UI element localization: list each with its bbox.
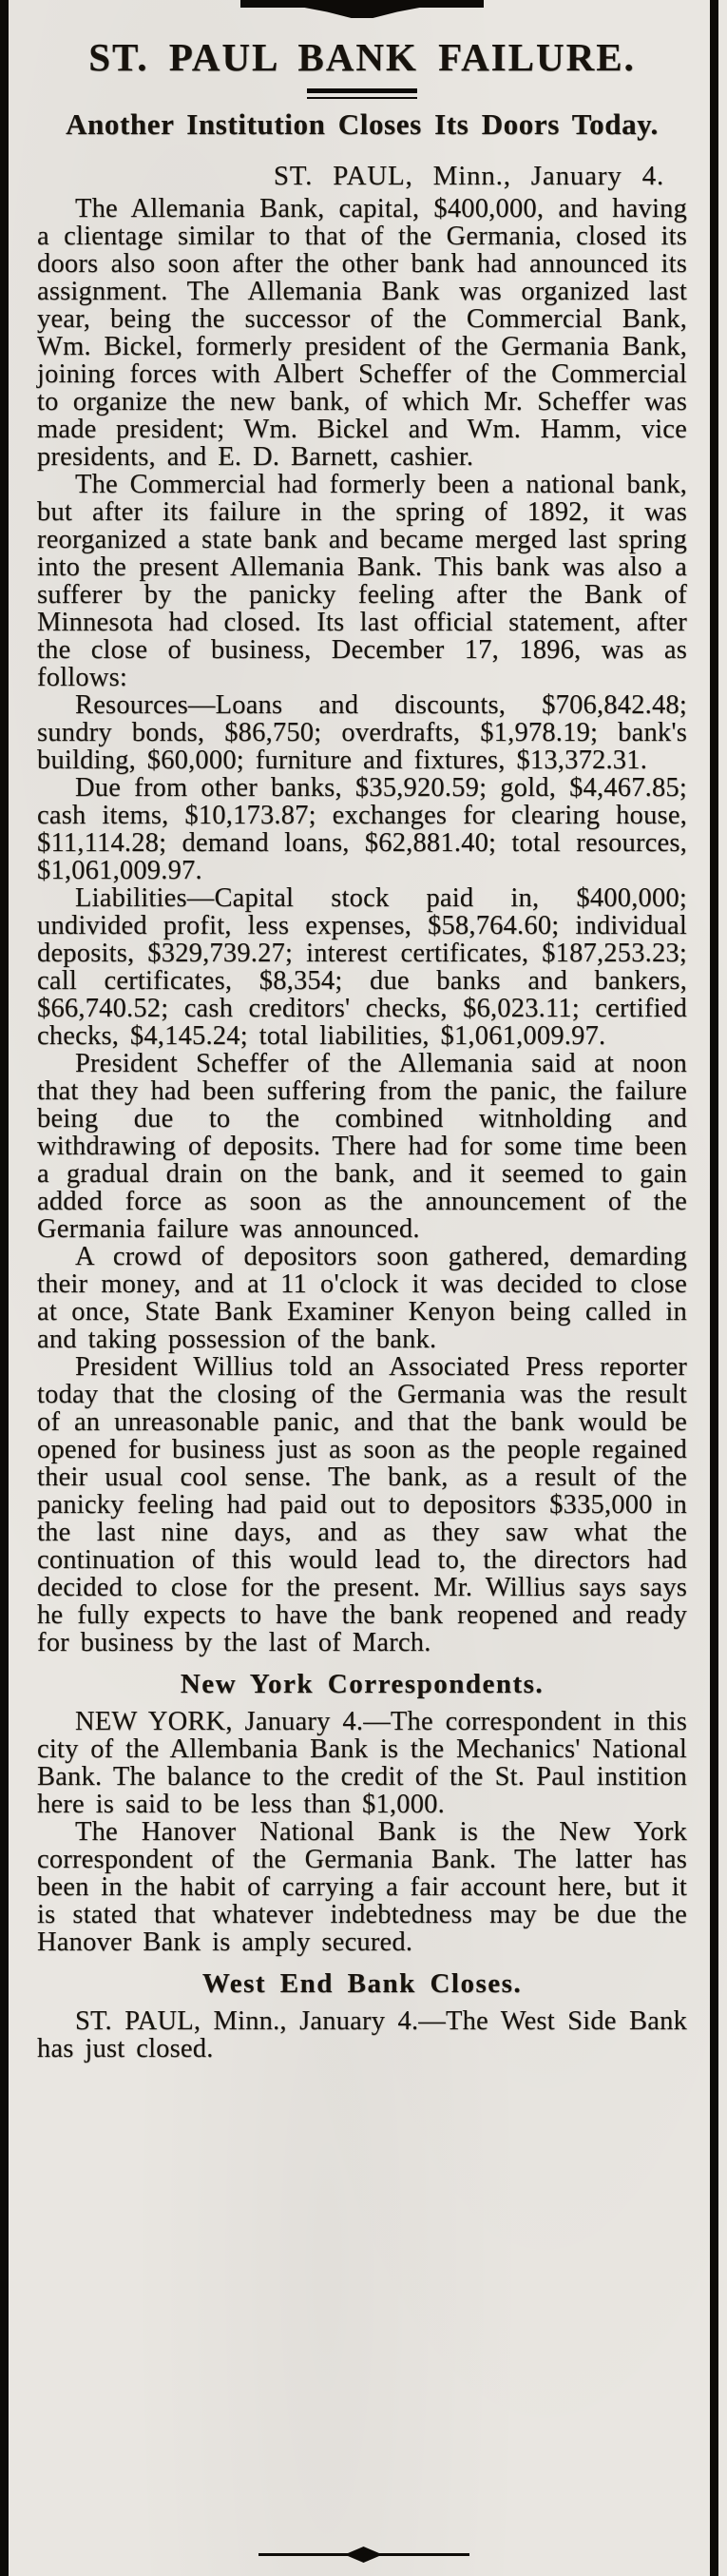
- article-paragraph: Due from other banks, $35,920.59; gold, $4,467.85; cash items, $10,173.87; exchanges for clearing house, $11,114.28; demand loans, $62,881.40; total resources, $1,061,009.97.: [37, 773, 687, 886]
- diamond-icon: [345, 2547, 383, 2563]
- subsection-new-york: [37, 1669, 687, 1956]
- end-ornament-icon: [0, 2547, 727, 2563]
- dateline: ST. PAUL, Minn., January 4.: [273, 161, 664, 192]
- article-paragraph: The Hanover National Bank is the New York correspondent of the Germania Bank. The latter has been in the habit of carrying a fair account here, but it is stated that whatever indebtedness may be due the Hanover Bank is amply secured.: [37, 1817, 687, 1958]
- article-column: [9, 0, 710, 2576]
- article-paragraph: The Commercial had formerly been a national bank, but after its failure in the spring of 1892, it was reorganized a state bank and became merged last spring into the present Allemania Bank. This bank was also a sufferer by the panicky feeling after the Bank of Minnesota had closed. Its last official statement, after the close of business, December 17, 1896, was as follows:: [37, 470, 687, 693]
- left-column-rule: [0, 0, 9, 2576]
- masthead-wing: [295, 6, 430, 18]
- article-paragraph: President Willius told an Associated Press reporter today that the closing of the Germania was the result of an unreasonable panic, and that the bank would be opened for business just as soon as the people regained their usual cool sense. The bank, as a result of the panicky feeling had paid out to depositors $335,000 in the last nine days, and as they saw what the continuation of this would lead to, the directors had decided to close for the present. Mr. Willius says says he fully expects to have the bank reopened and ready for business by the last of March.: [37, 1352, 687, 1658]
- article-paragraph: ST. PAUL, Minn., January 4.—The West Side Bank has just closed.: [37, 2006, 687, 2064]
- article-paragraph: The Allemania Bank, capital, $400,000, and having a clientage similar to that of the Germania, closed its doors also soon after the other bank had announced its assignment. The Allemania Bank was organized last year, being the successor of the Commercial Bank, Wm. Bickel, formerly president of the Germania Bank, joining forces with Albert Scheffer of the Commercial to organize the new bank, of which Mr. Scheffer was made president; Wm. Bickel and Wm. Hamm, vice presidents, and E. D. Barnett, cashier.: [37, 194, 687, 473]
- masthead-ornament-icon: [37, 0, 687, 19]
- article-subheadline: Another Institution Closes Its Doors Today.: [66, 107, 659, 141]
- end-rule-left: [258, 2553, 352, 2556]
- article-paragraph: President Scheffer of the Allemania said at noon that they had been suffering from the panic, the failure being due to the combined witnholding and withdrawing of deposits. There had for some time been a gradual drain on the bank, and it seemed to gain added force as soon as the announcement of the Germania failure was announced.: [37, 1049, 687, 1245]
- article-body: [37, 195, 687, 1656]
- article-paragraph: A crowd of depositors soon gathered, demarding their money, and at 11 o'clock it was decided to close at once, State Bank Examiner Kenyon being called in and taking possession of the bank.: [37, 1242, 687, 1355]
- right-column-rule: [710, 0, 718, 2576]
- article-paragraph: Liabilities—Capital stock paid in, $400,000; undivided profit, less expenses, $58,764.60; individual deposits, $329,739.27; interest certificates, $187,253.23; call certificates, $8,354; due banks and bankers, $66,740.52; cash creditors' checks, $6,023.11; certified checks, $4,145.24; total liabilities, $1,061,009.97.: [37, 883, 687, 1052]
- subsection-heading: New York Correspondents.: [180, 1669, 545, 1700]
- subsection-heading: West End Bank Closes.: [201, 1968, 523, 2000]
- subsection-body: [37, 2007, 687, 2063]
- subsection-body: [37, 1708, 687, 1956]
- headline-divider: [307, 88, 417, 99]
- article-paragraph: NEW YORK, January 4.—The correspondent in this city of the Allembania Bank is the Mechanics' National Bank. The balance to the credit of the St. Paul instition here is said to be less than $1,000.: [37, 1707, 687, 1820]
- article-paragraph: Resources—Loans and discounts, $706,842.48; sundry bonds, $86,750; overdrafts, $1,978.19; bank's building, $60,000; furniture and fixtures, $13,372.31.: [37, 690, 687, 776]
- end-rule-right: [376, 2553, 469, 2556]
- subsection-west-end: [37, 1968, 687, 2063]
- article-headline: ST. PAUL BANK FAILURE.: [88, 35, 636, 79]
